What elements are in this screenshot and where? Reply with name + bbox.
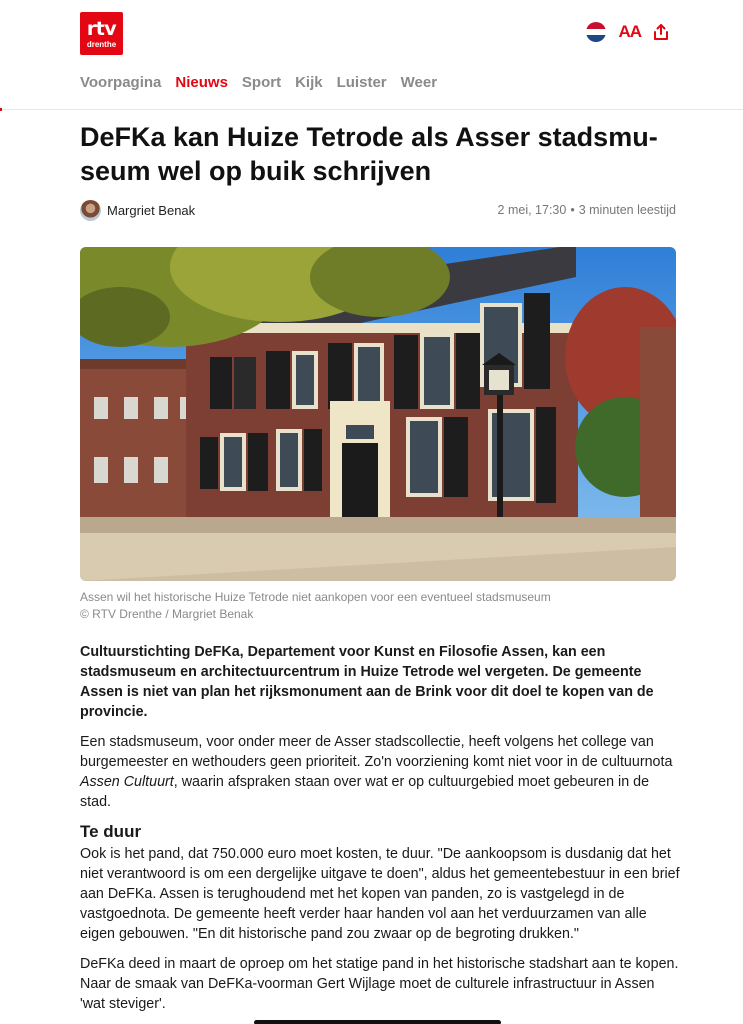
nav-item-luister[interactable]: Luister	[336, 74, 387, 91]
article-paragraph: DeFKa deed in maart de oproep om het statige pand in het historische stadshart aan te kopen. Naar de smaak van DeFKa-voorman Gert Wijlage moet de culturele infrastructuur in Assen 'wat steviger'.	[80, 956, 679, 1012]
article-title: DeFKa kan Huize Tetrode als Asser stadsmu-seum wel op buik schrijven	[80, 122, 658, 186]
publish-date: 2 mei, 17:30	[497, 203, 567, 217]
text-size-button[interactable]: AA	[618, 22, 641, 41]
publication-title: Assen Cultuurt	[80, 774, 174, 790]
nav-item-nieuws[interactable]: Nieuws	[175, 74, 228, 91]
article-meta	[498, 203, 676, 217]
paragraph-text: Een stadsmuseum, voor onder meer de Asser stadscollectie, heeft volgens het college van burgemeester en wethouders geen prioriteit. Zo'n voorziening komt niet voor in de cultuurnota	[80, 734, 673, 770]
meta-separator: •	[570, 203, 575, 217]
rtv-drenthe-logo[interactable]	[80, 12, 123, 55]
huize-tetrode-photo	[80, 247, 676, 581]
reading-time: 3 minuten leestijd	[578, 203, 676, 217]
author-name: Margriet Benak	[107, 202, 196, 218]
nav-divider	[0, 109, 743, 110]
nav-item-voorpagina[interactable]: Voorpagina	[80, 74, 162, 91]
caption-credit: © RTV Drenthe / Margriet Benak	[80, 607, 254, 621]
header-tools	[586, 22, 669, 42]
dutch-flag-icon[interactable]	[586, 22, 606, 42]
author[interactable]	[80, 200, 195, 221]
article-paragraph: Ook is het pand, dat 750.000 euro moet kosten, te duur. "De aankoopsom is dusdanig dat het niet verantwoord is om een dergelijke uitgave te doen", aldus het gemeentebestuur in een brief aan DeFKa. Assen is terughoudend met het kopen van panden, zo is vastgelegd in de vastgoednota. De gemeente heeft verder haar handen vol aan het verduurzamen van alle eigen gebouwen. "En dit historische pand zou zwaar op de begroting drukken."	[80, 846, 680, 942]
logo-text-rtv: rtv	[86, 18, 117, 40]
image-caption	[80, 589, 676, 623]
article-subheading: Te duur	[80, 822, 142, 841]
nav-item-weer[interactable]: Weer	[400, 74, 438, 91]
author-avatar	[80, 200, 101, 221]
caption-text: Assen wil het historische Huize Tetrode niet aankopen voor een eventueel stadsmuseum	[80, 590, 551, 604]
nav-item-kijk[interactable]: Kijk	[295, 74, 323, 91]
share-icon[interactable]	[653, 23, 669, 41]
article-paragraph	[80, 732, 680, 812]
hero-image[interactable]	[80, 247, 676, 581]
logo-text-drenthe: drenthe	[86, 40, 117, 49]
main-nav	[80, 74, 437, 91]
home-indicator[interactable]	[254, 1020, 501, 1024]
nav-item-sport[interactable]: Sport	[241, 74, 282, 91]
top-bar	[0, 0, 743, 66]
article-lead: Cultuurstichting DeFKa, Departement voor Kunst en Filosofie Assen, kan een stadsmuseum en architectuurcentrum in Huize Tetrode wel vergeten. De gemeente Assen is niet van plan het rijksmonument aan de Brink voor dit doel te kopen van de provincie.	[80, 644, 654, 720]
paragraph-text: , waarin afspraken staan over wat er op cultuurgebied moet gebeuren in de stad.	[80, 774, 650, 810]
article-byline	[80, 199, 676, 221]
article-body	[80, 642, 680, 1024]
active-indicator	[0, 108, 2, 111]
